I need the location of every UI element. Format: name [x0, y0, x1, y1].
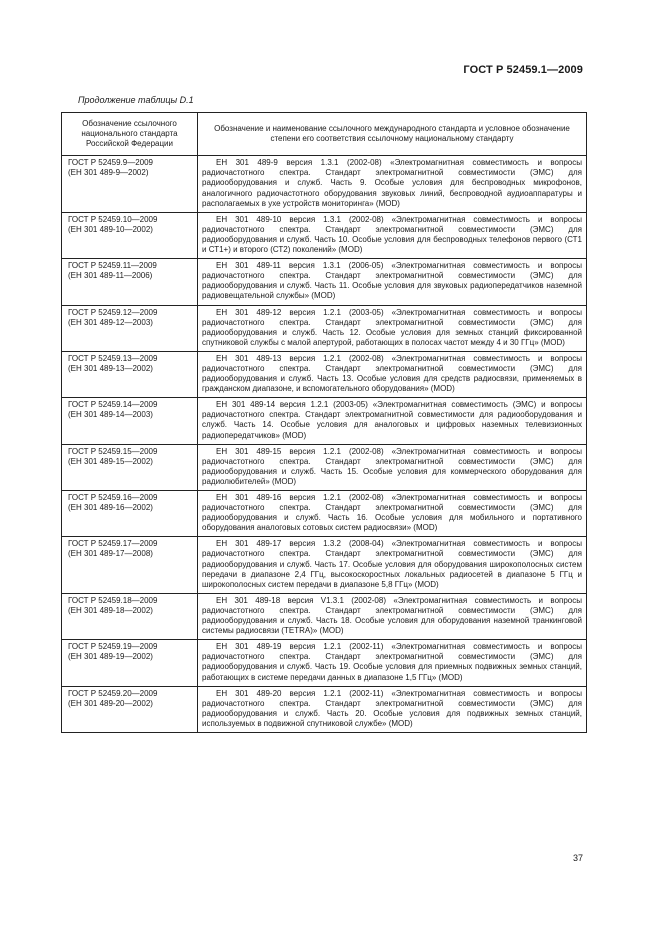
national-standard-designation: ГОСТ Р 52459.9—2009 [68, 158, 153, 168]
international-standard-cell [198, 212, 587, 258]
international-standard-description: ЕН 301 489-20 версия 1.2.1 (2002-11) «Электромагнитная совместимость и вопросы радиочастотного спектра. Стандарт электромагнитной совместимости (ЭМС) для радиооборудования и служб. Часть 20. Особые условия для подвижных земных станций, используемых в подвижной спутниковой службе» (MOD) [202, 688, 582, 728]
equivalent-standard-designation: (ЕН 301 489-14—2003) [68, 410, 153, 420]
page-number: 37 [572, 853, 583, 863]
international-standard-cell [198, 686, 587, 732]
table-row [62, 259, 587, 305]
equivalent-standard-designation: (ЕН 301 489-15—2002) [68, 456, 153, 466]
national-standard-cell [62, 305, 198, 351]
national-standard-designation: ГОСТ Р 52459.16—2009 [68, 493, 158, 502]
national-standard-cell [62, 398, 198, 444]
reference-table [61, 112, 587, 733]
national-standard-designation: ГОСТ Р 52459.17—2009 [68, 539, 158, 549]
international-standard-cell [198, 156, 587, 212]
equivalent-standard-designation: (ЕН 301 489-12—2003) [68, 317, 153, 327]
international-standard-cell [198, 444, 587, 490]
equivalent-standard-designation: (ЕН 301 489-17—2008) [68, 549, 153, 559]
national-standard-cell [62, 593, 198, 639]
international-standard-description: ЕН 301 489-15 версия 1.2.1 (2002-08) «Электромагнитная совместимость и вопросы радиочастотного спектра. Стандарт электромагнитной совместимости (ЭМС) для радиооборудования и служб. Часть 15. Особые условия для коммерческого оборудования для радиолюбителей» (MOD) [202, 446, 582, 486]
column-header-national-standard: Обозначение ссылочного национального стандарта Российской Федерации [62, 113, 198, 156]
international-standard-cell [198, 351, 587, 397]
equivalent-standard-designation: (ЕН 301 489-10—2002) [68, 224, 153, 234]
international-standard-description: ЕН 301 489-10 версия 1.3.1 (2002-08) «Электромагнитная совместимость и вопросы радиочастотного спектра. Стандарт электромагнитной совместимости (ЭМС) для радиооборудования и служб. Часть 10. Особые условия для беспроводных телефонов первого (СТ1 и СТ1+) и второго (СТ2) поколений» (MOD) [202, 214, 582, 255]
national-standard-cell [62, 156, 198, 212]
international-standard-cell [198, 305, 587, 351]
international-standard-description: ЕН 301 489-14 версия 1.2.1 (2003-05) «Электромагнитная совместимость (ЭМС) и вопросы радиочастотного спектра. Стандарт электромагнитной совместимости для радиооборудования и служб. Часть 14. Особые условия для аналоговых и цифровых наземных телевизионных радиопередатчиков» (MOD) [202, 400, 582, 440]
national-standard-cell [62, 351, 198, 397]
national-standard-designation: ГОСТ Р 52459.18—2009 [68, 595, 158, 605]
table-row [62, 212, 587, 258]
international-standard-description: ЕН 301 489-13 версия 1.2.1 (2002-08) «Электромагнитная совместимость и вопросы радиочастотного спектра. Стандарт электромагнитной совместимости (ЭМС) для радиооборудования и служб. Часть 13. Особые условия для средств радиосвязи, применяемых в гражданском диапазоне, и вспомогательного оборудования» (MOD) [202, 353, 582, 394]
national-standard-cell [62, 259, 198, 305]
equivalent-standard-designation: (ЕН 301 489-13—2002) [68, 363, 153, 373]
national-standard-designation: ГОСТ Р 52459.19—2009 [68, 642, 158, 652]
national-standard-cell [62, 444, 198, 490]
national-standard-designation: ГОСТ Р 52459.13—2009 [68, 353, 158, 363]
national-standard-cell [62, 537, 198, 593]
national-standard-designation: ГОСТ Р 52459.10—2009 [68, 214, 158, 224]
national-standard-designation: ГОСТ Р 52459.15—2009 [68, 446, 158, 456]
international-standard-cell [198, 593, 587, 639]
table-header-row [62, 113, 587, 156]
national-standard-designation: ГОСТ Р 52459.12—2009 [68, 307, 158, 317]
table-caption: Продолжение таблицы D.1 [78, 95, 194, 105]
equivalent-standard-designation: (ЕН 301 489-16—2002) [68, 503, 153, 513]
table-row [62, 351, 587, 397]
international-standard-cell [198, 640, 587, 686]
national-standard-designation: ГОСТ Р 52459.20—2009 [68, 688, 158, 698]
table-row [62, 686, 587, 732]
equivalent-standard-designation: (ЕН 301 489-11—2006) [68, 271, 153, 281]
international-standard-cell [198, 398, 587, 444]
international-standard-cell [198, 491, 587, 537]
equivalent-standard-designation: (ЕН 301 489-19—2002) [68, 652, 153, 662]
international-standard-description: ЕН 301 489-9 версия 1.3.1 (2002-08) «Электромагнитная совместимость и вопросы радиочастотного спектра. Стандарт электромагнитной совместимости (ЭМС) для радиооборудования и служб. Часть 9. Особые условия для беспроводных микрофонов, аналогичного радиочастотного оборудования звуковых линий, беспроводной аудиоаппаратуры и располагаемых в ухе устройств мониторинга» (MOD) [202, 158, 582, 208]
table-row [62, 398, 587, 444]
equivalent-standard-designation: (ЕН 301 489-9—2002) [68, 168, 149, 178]
table-row [62, 444, 587, 490]
table-row [62, 640, 587, 686]
national-standard-designation: ГОСТ Р 52459.11—2009 [68, 261, 157, 271]
equivalent-standard-designation: (ЕН 301 489-20—2002) [68, 698, 153, 708]
column-header-international-standard: Обозначение и наименование ссылочного международного стандарта и условное обозначение степени его соответствия ссылочному национальному стандарту [198, 113, 587, 156]
international-standard-description: ЕН 301 489-16 версия 1.2.1 (2002-08) «Электромагнитная совместимость и вопросы радиочастотного спектра. Стандарт электромагнитной совместимости (ЭМС) для радиооборудования и служб. Часть 16. Особые условия для мобильного и портативного оборудования аналоговых сотовых систем радиосвязи» (MOD) [202, 493, 582, 533]
table-row [62, 537, 587, 593]
national-standard-designation: ГОСТ Р 52459.14—2009 [68, 400, 158, 410]
table-row [62, 491, 587, 537]
national-standard-cell [62, 491, 198, 537]
national-standard-cell [62, 686, 198, 732]
international-standard-cell [198, 537, 587, 593]
national-standard-cell [62, 640, 198, 686]
equivalent-standard-designation: (ЕН 301 489-18—2002) [68, 605, 153, 615]
international-standard-description: ЕН 301 489-18 версия V1.3.1 (2002-08) «Электромагнитная совместимость и вопросы радиочастотного спектра. Стандарт электромагнитной совместимости (ЭМС) для радиооборудования и служб. Часть 18. Особые условия для оборудования наземной транкинговой системы радиосвязи (TETRA)» (MOD) [202, 595, 582, 636]
table-body [62, 156, 587, 733]
international-standard-description: ЕН 301 489-12 версия 1.2.1 (2003-05) «Электромагнитная совместимость и вопросы радиочастотного спектра. Стандарт электромагнитной совместимости (ЭМС) для радиооборудования и служб. Часть 12. Особые условия для земных станций фиксированной спутниковой службы с малой апертурой, работающих в полосах частот между 4 и 30 ГГц» (MOD) [202, 307, 582, 347]
international-standard-cell [198, 259, 587, 305]
document-id: ГОСТ Р 52459.1—2009 [463, 64, 583, 76]
international-standard-description: ЕН 301 489-17 версия 1.3.2 (2008-04) «Электромагнитная совместимость и вопросы радиочастотного спектра. Стандарт электромагнитной совместимости (ЭМС) для радиооборудования и служб. Часть 17. Особые условия для оборудования широкополосных систем передачи в диапазоне 2,4 ГГц, высокоскоростных локальных радиосетей в диапазоне 5 ГГц и широкополосных систем передачи в диапазоне 5,8 ГГц» (MOD) [202, 539, 582, 589]
national-standard-cell [62, 212, 198, 258]
table-row [62, 156, 587, 212]
international-standard-description: ЕН 301 489-11 версия 1.3.1 (2006-05) «Электромагнитная совместимость и вопросы радиочастотного спектра. Стандарт электромагнитной совместимости (ЭМС) для радиооборудования и служб. Часть 11. Особые условия для звуковых радиопередатчиков наземной радиовещательной службы» (MOD) [202, 261, 582, 301]
international-standard-description: ЕН 301 489-19 версия 1.2.1 (2002-11) «Электромагнитная совместимость и вопросы радиочастотного спектра. Стандарт электромагнитной совместимости (ЭМС) для радиооборудования и служб. Часть 19. Особые условия для приемных подвижных земных станций, работающих в системе передачи данных в диапазоне 1,5 ГГц» (MOD) [202, 642, 582, 682]
table-row [62, 593, 587, 639]
table-row [62, 305, 587, 351]
